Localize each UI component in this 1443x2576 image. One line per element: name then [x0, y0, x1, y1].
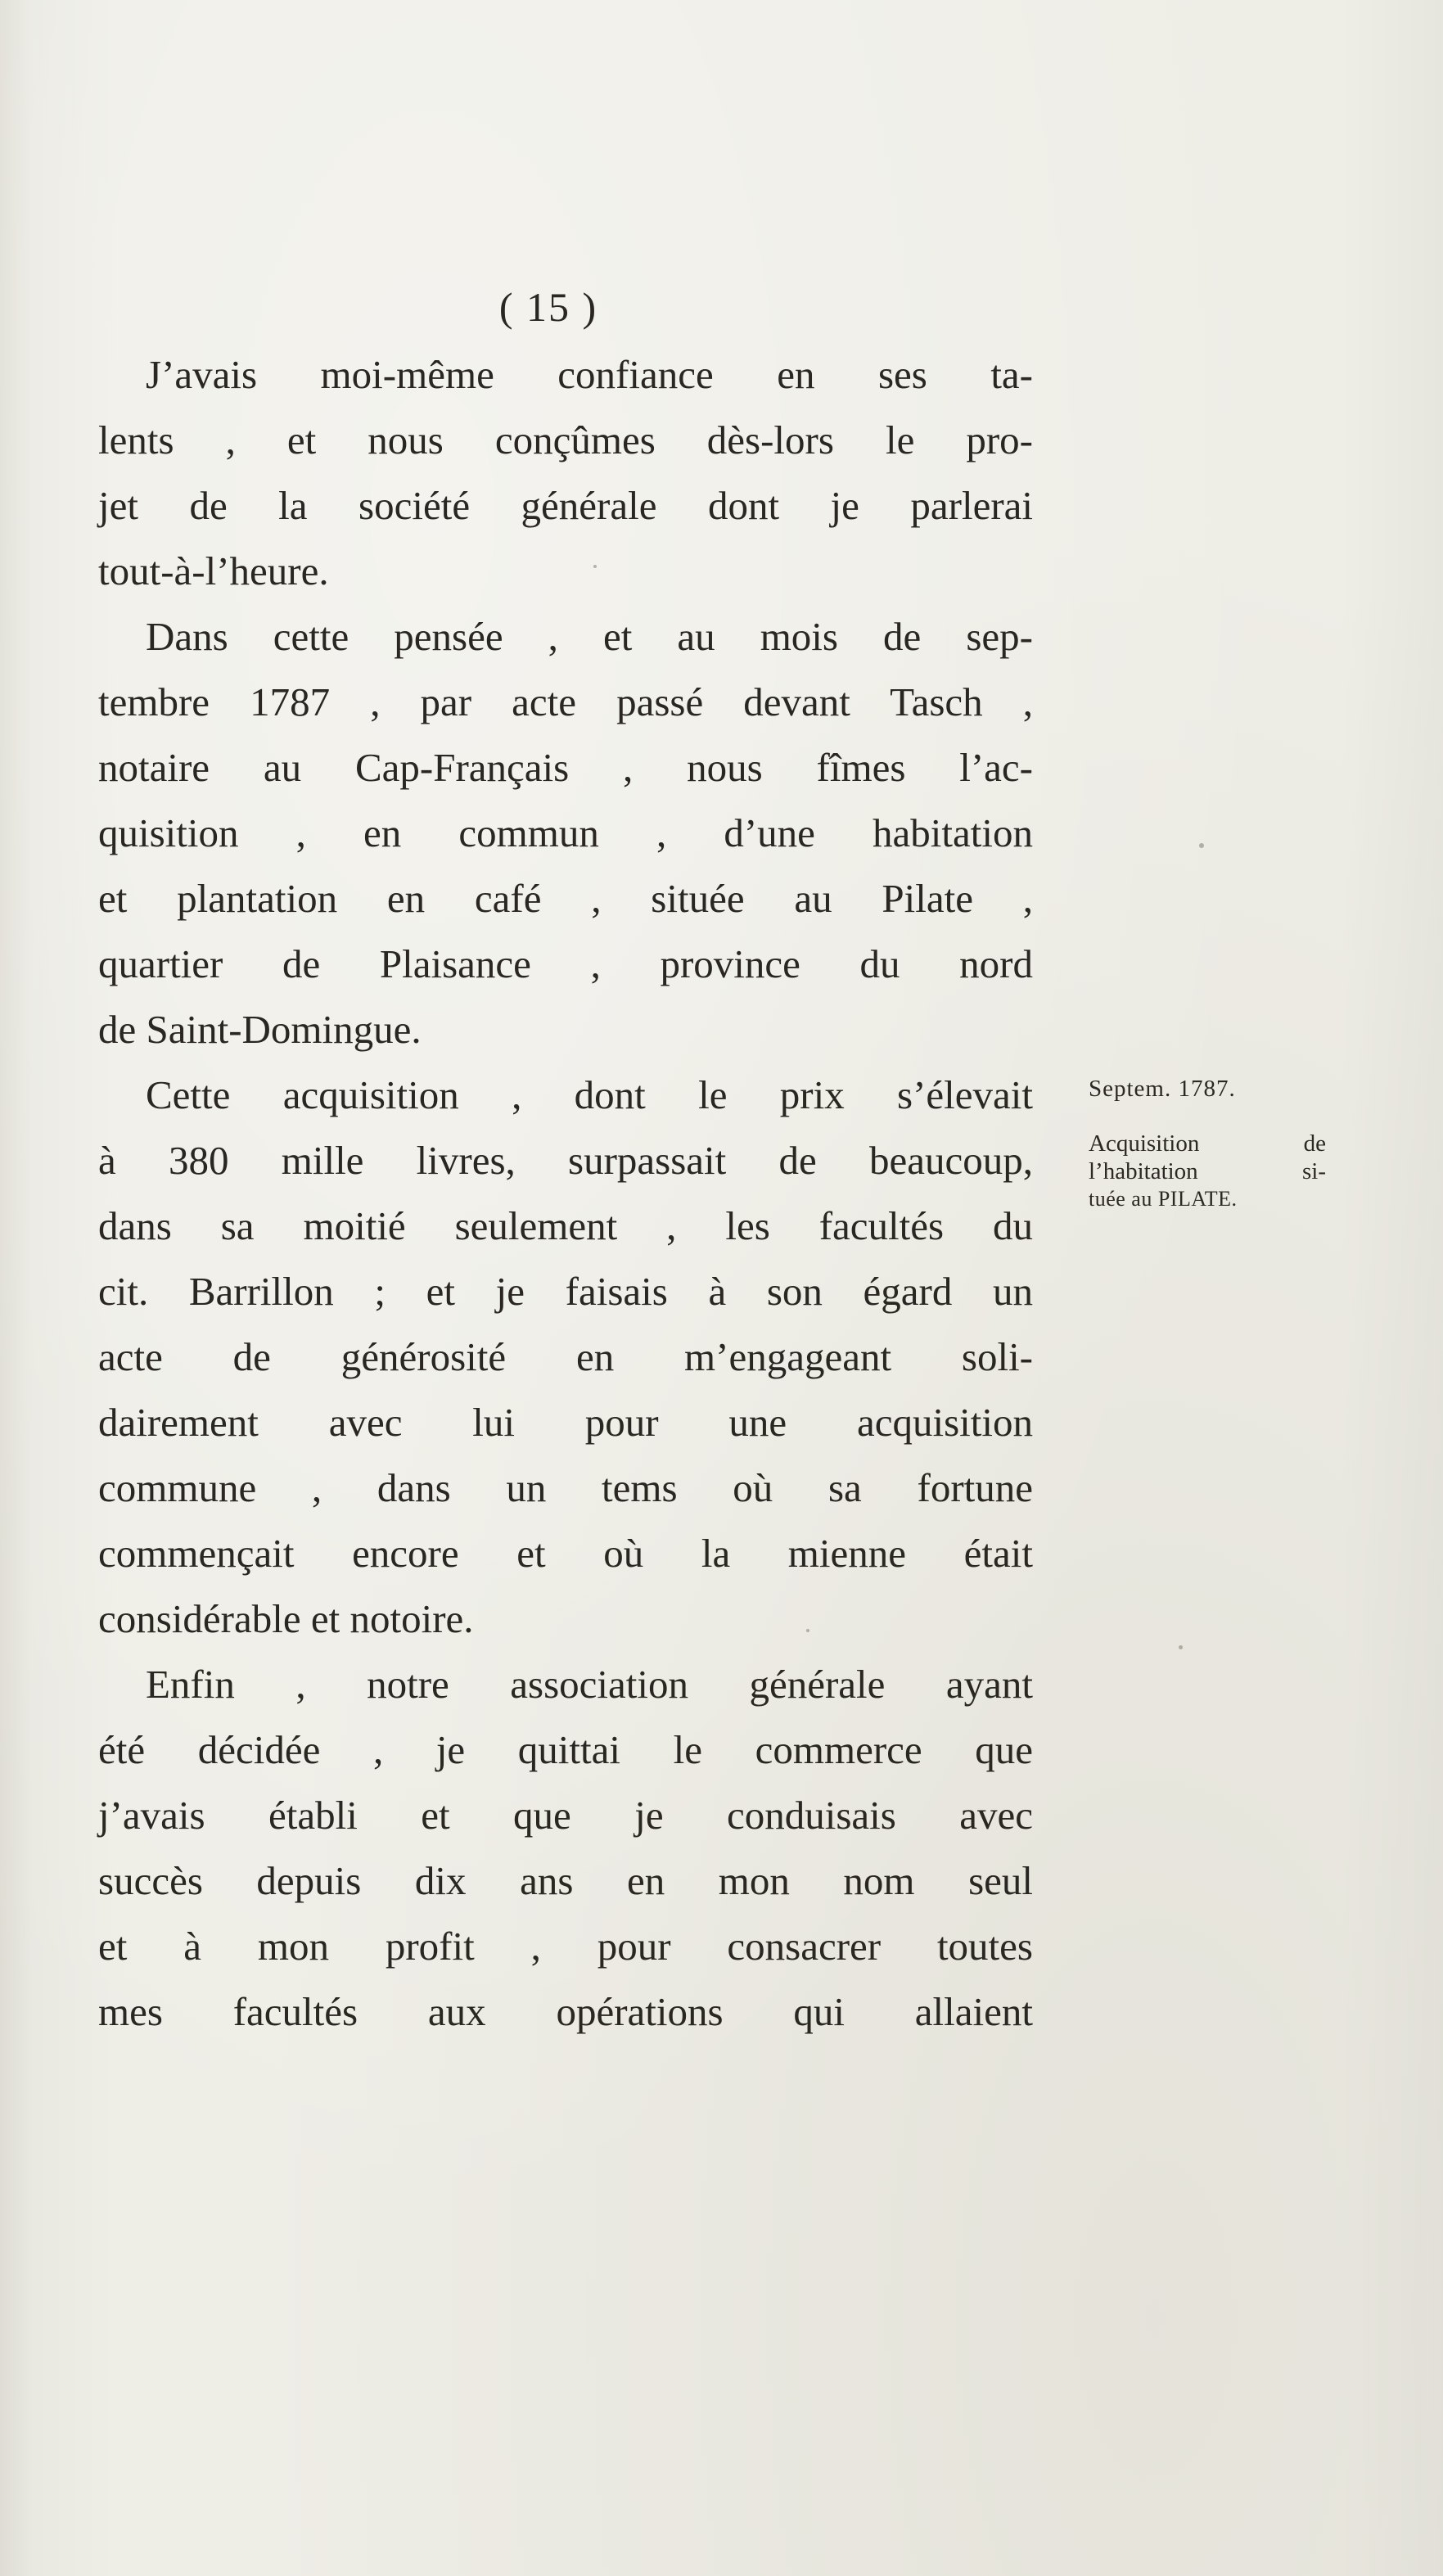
text-line: considérable et notoire. — [98, 1596, 474, 1641]
text-line: quartier de Plaisance , province du nord — [98, 941, 1033, 986]
paper-speck — [1199, 843, 1204, 848]
text-line: été décidée , je quittai le commerce que — [98, 1727, 1033, 1772]
text-line: succès depuis dix ans en mon nom seul — [98, 1858, 1033, 1903]
paper-speck — [593, 565, 597, 568]
text-line: tembre 1787 , par acte passé devant Tasch , — [98, 679, 1033, 724]
margin-note-description — [1089, 1130, 1326, 1213]
paragraph-4 — [98, 1652, 1033, 2045]
margin-note-line: tuée au PILATE. — [1089, 1187, 1238, 1211]
paragraph-2 — [98, 604, 1033, 1062]
text-line: dairement avec lui pour une acquisition — [98, 1400, 1033, 1445]
text-line: et à mon profit , pour consacrer toutes — [98, 1924, 1033, 1969]
text-line: j’avais établi et que je conduisais avec — [98, 1793, 1033, 1838]
text-line: quisition , en commun , d’une habitation — [98, 810, 1033, 855]
margin-note-line: l’habitation si- — [1089, 1158, 1326, 1184]
body-text — [98, 342, 1033, 2045]
paper-speck — [806, 1629, 809, 1632]
margin-note-line: Acquisition de — [1089, 1130, 1326, 1157]
text-line: de Saint-Domingue. — [98, 1007, 422, 1052]
text-line: J’avais moi-même confiance en ses ta- — [146, 352, 1033, 397]
text-line: lents , et nous conçûmes dès-lors le pro- — [98, 417, 1033, 462]
text-line: Dans cette pensée , et au mois de sep- — [146, 614, 1033, 659]
paragraph-3 — [98, 1062, 1033, 1652]
text-line: jet de la société générale dont je parlerai — [98, 483, 1033, 528]
text-line: à 380 mille livres, surpassait de beaucoup, — [98, 1138, 1033, 1183]
text-line: cit. Barrillon ; et je faisais à son égard un — [98, 1269, 1033, 1314]
text-line: commune , dans un tems où sa fortune — [98, 1465, 1033, 1510]
text-line: notaire au Cap-Français , nous fîmes l’ac- — [98, 745, 1033, 790]
text-line: tout-à-l’heure. — [98, 548, 329, 593]
paper-speck — [1179, 1645, 1183, 1649]
text-line: mes facultés aux opérations qui allaient — [98, 1989, 1033, 2034]
paragraph-1 — [98, 342, 1033, 604]
text-line: commençait encore et où la mienne était — [98, 1531, 1033, 1576]
page-number: ( 15 ) — [498, 284, 598, 330]
text-line: et plantation en café , située au Pilate , — [98, 876, 1033, 921]
text-line: dans sa moitié seulement , les facultés du — [98, 1203, 1033, 1248]
text-line: acte de générosité en m’engageant soli- — [98, 1334, 1033, 1379]
text-line: Enfin , notre association générale ayant — [146, 1662, 1033, 1707]
text-line: Cette acquisition , dont le prix s’élevait — [146, 1072, 1033, 1117]
margin-note-date: Septem. 1787. — [1089, 1076, 1236, 1102]
